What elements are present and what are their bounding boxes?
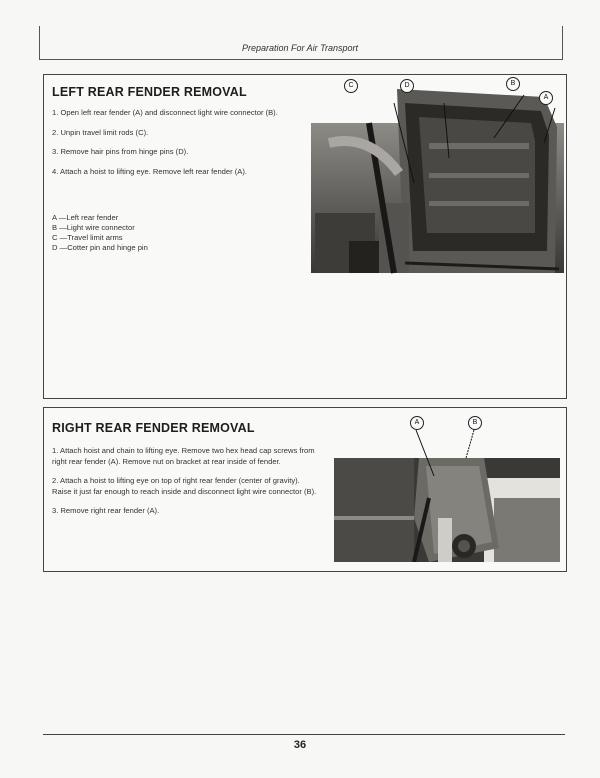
left-step-1: 1. Open left rear fender (A) and disconnect light wire connector (B). bbox=[52, 108, 278, 117]
right-steps-list bbox=[52, 446, 317, 526]
right-section-title: RIGHT REAR FENDER REMOVAL bbox=[52, 421, 255, 435]
right-step-1: 1. Attach hoist and chain to lifting eye. Remove two hex head cap screws from right rear fender (A). Remove nut on bracket at rear inside of fender. bbox=[52, 446, 315, 466]
callout-b: B bbox=[506, 77, 520, 91]
callout-b-right: B bbox=[468, 416, 482, 430]
left-steps-list bbox=[52, 108, 314, 186]
left-step-4: 4. Attach a hoist to lifting eye. Remove left rear fender (A). bbox=[52, 166, 248, 176]
right-callout-leaders bbox=[404, 428, 494, 478]
legend-item-a: A —Left rear fender bbox=[52, 213, 119, 222]
right-step-3: 3. Remove right rear fender (A). bbox=[52, 506, 160, 515]
callout-c: C bbox=[344, 79, 358, 93]
left-rear-fender-section bbox=[43, 74, 567, 399]
legend-item-c: C —Travel limit arms bbox=[52, 233, 123, 242]
left-legend bbox=[52, 213, 148, 253]
left-section-title: LEFT REAR FENDER REMOVAL bbox=[52, 85, 247, 99]
legend-item-b: B —Light wire connector bbox=[52, 223, 135, 232]
callout-d: D bbox=[400, 79, 414, 93]
right-rear-fender-section bbox=[43, 407, 567, 572]
legend-item-d: D —Cotter pin and hinge pin bbox=[52, 243, 148, 252]
left-step-2: 2. Unpin travel limit rods (C). bbox=[52, 127, 149, 137]
right-step-2: 2. Attach a hoist to lifting eye on top of right rear fender (center of gravity). Raise it just far enough to reach inside and disconnect light wire connector (B). bbox=[52, 476, 317, 496]
page-header-title: Preparation For Air Transport bbox=[241, 43, 359, 53]
page-number: 36 bbox=[293, 739, 307, 751]
left-fender-photo bbox=[309, 83, 564, 279]
left-step-3: 3. Remove hair pins from hinge pins (D). bbox=[52, 147, 189, 156]
callout-a: A bbox=[539, 91, 553, 105]
callout-a-right: A bbox=[410, 416, 424, 430]
footer-rule bbox=[43, 734, 565, 735]
left-fender-photo-illustration bbox=[309, 83, 564, 279]
